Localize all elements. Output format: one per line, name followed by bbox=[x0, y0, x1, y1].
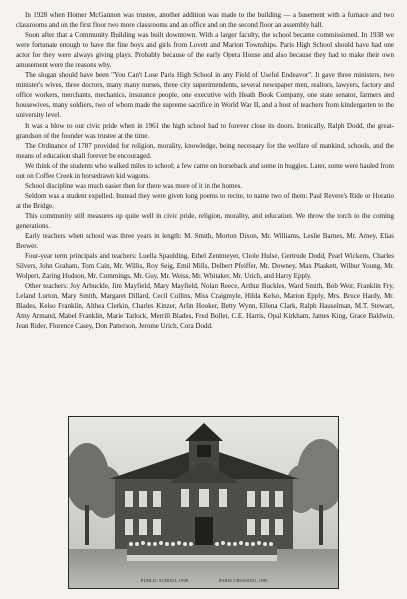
paragraph-four-year-teachers: Four-year term principals and teachers: Luella Spaulding, Ethel Zentmeyer, Chole Hulse, Gertrude Dodd, Pearl Wickens, Charles Silvers, John Graham, Tom Cain, Mr. Willis, Roy Seig, Emil Mills, Delbert Pfeiffer, Mr. Downey, Max Plaskett, Wilbur Young, Mr. Wolpert, Zaring Hudson, Mr. Cummings, Mr. Guy, Mr. Weiss, Mr. Whitaker, Mr. Urich, and Harry Epply. bbox=[16, 252, 394, 281]
paragraph-early-teachers: Early teachers when school was three years in length: M. Smith, Morton Dixon, Mr. Williams, Leslie Barnes, Mr. Arney, Elias Brewer. bbox=[16, 232, 394, 251]
paragraph-1928-addition: In 1928 when Homer McGannon was trustee, another addition was made to the building — a basement with a furnace and two classrooms and on the first floor two more classrooms and an office and on the second floor an assembly hall. bbox=[16, 11, 394, 30]
school-building-illustration bbox=[69, 417, 338, 588]
paragraph-other-teachers: Other teachers: Joy Arbuckle, Jim Mayfield, Mary Mayfield, Nolan Reece, Arthur Buckles, Ward Smith, Bob Weir, Franklin Fry, Leland Lurton, Mary Smith, Margaret Dillard, Cecil Collins, Miss Craigmyle, Hilda Kelso, Marion Epply, Mrs. Bruce Hardy, Mr. Blades, Kelso Franklin, Althea Clerkin, Charles Kinzer, Arlin Hooker, Betty Wynn, Ellena Clark, Ralph Hauselman, M.T. Stewart, Amy Armand, Mabel Franklin, Marie Tatlock, Merrill Blades, Fred Boller, C.E. Harris, Opal Kirkham, James King, Grace Baldwin, Jean Rider, Florence Casey, Don Patterson, Jerome Urich, Cora Dodd. bbox=[16, 282, 394, 331]
paragraph-civic-pride: This community still measures up quite well in civic pride, religion, morality, and education. We throw the torch to the coming generations. bbox=[16, 211, 394, 230]
paragraph-slogan: The slogan should have been "You Can't Lose Paris High School in any Field of Useful Endeavor". It gave three ministers, two minister's wives, three doctors, many many nurses, three city superintendents, several newspaper men, realtors, lawyers, factory and office workers, merchants, mechanics, insurance people, one executive with Heath Book Company, one state senator, farmers and housewives, many soldiers, two of whom made the supreme sacrifice in World War II, and a host of teachers from kindergarten to the university level. bbox=[16, 71, 394, 120]
document-body bbox=[16, 10, 394, 332]
school-photograph bbox=[68, 416, 339, 589]
paragraph-discipline: School discipline was much easier then for there was more of it in the homes. bbox=[25, 181, 243, 190]
paragraph-ordinance-1787: The Ordinance of 1787 provided for religion, morality, knowledge, being necessary for the welfare of mankind, schools, and the means of education shall forever be encouraged. bbox=[16, 141, 394, 160]
paragraph-community-building: Soon after that a Community Building was built downtown. With a larger faculty, the school became commissioned. In 1938 we were fortunate enough to have the fine boys and girls from Lovett and Marion Townships. Paris High School should have had one actor for they were always giving plays. Probably because of the early Opera House and also because they had to make their own amusement were the reasons why. bbox=[16, 31, 394, 70]
photo-caption-left: PUBLIC SCHOOL 1908 bbox=[141, 578, 189, 583]
paragraph-students-walked: We think of the students who walked miles to school; a few came on horseback and some in buggies. Later, some were hauled from out on Coffee Creek in horsedrawn kid wagons. bbox=[16, 161, 394, 180]
paragraph-1961-closing: It was a blow to our civic pride when in 1961 the high school had to forever close its doors. Ironically, Ralph Dodd, the great-grandson of the founder was trustee at the time. bbox=[16, 121, 394, 140]
paragraph-expelled: Seldom was a student expelled. Instead they were given long poems to recite, to name two of them: Paul Revere's Ride or Horatio at the Bridge. bbox=[16, 191, 394, 210]
photo-caption-right: PARIS CROSSING, IND. bbox=[219, 578, 269, 583]
